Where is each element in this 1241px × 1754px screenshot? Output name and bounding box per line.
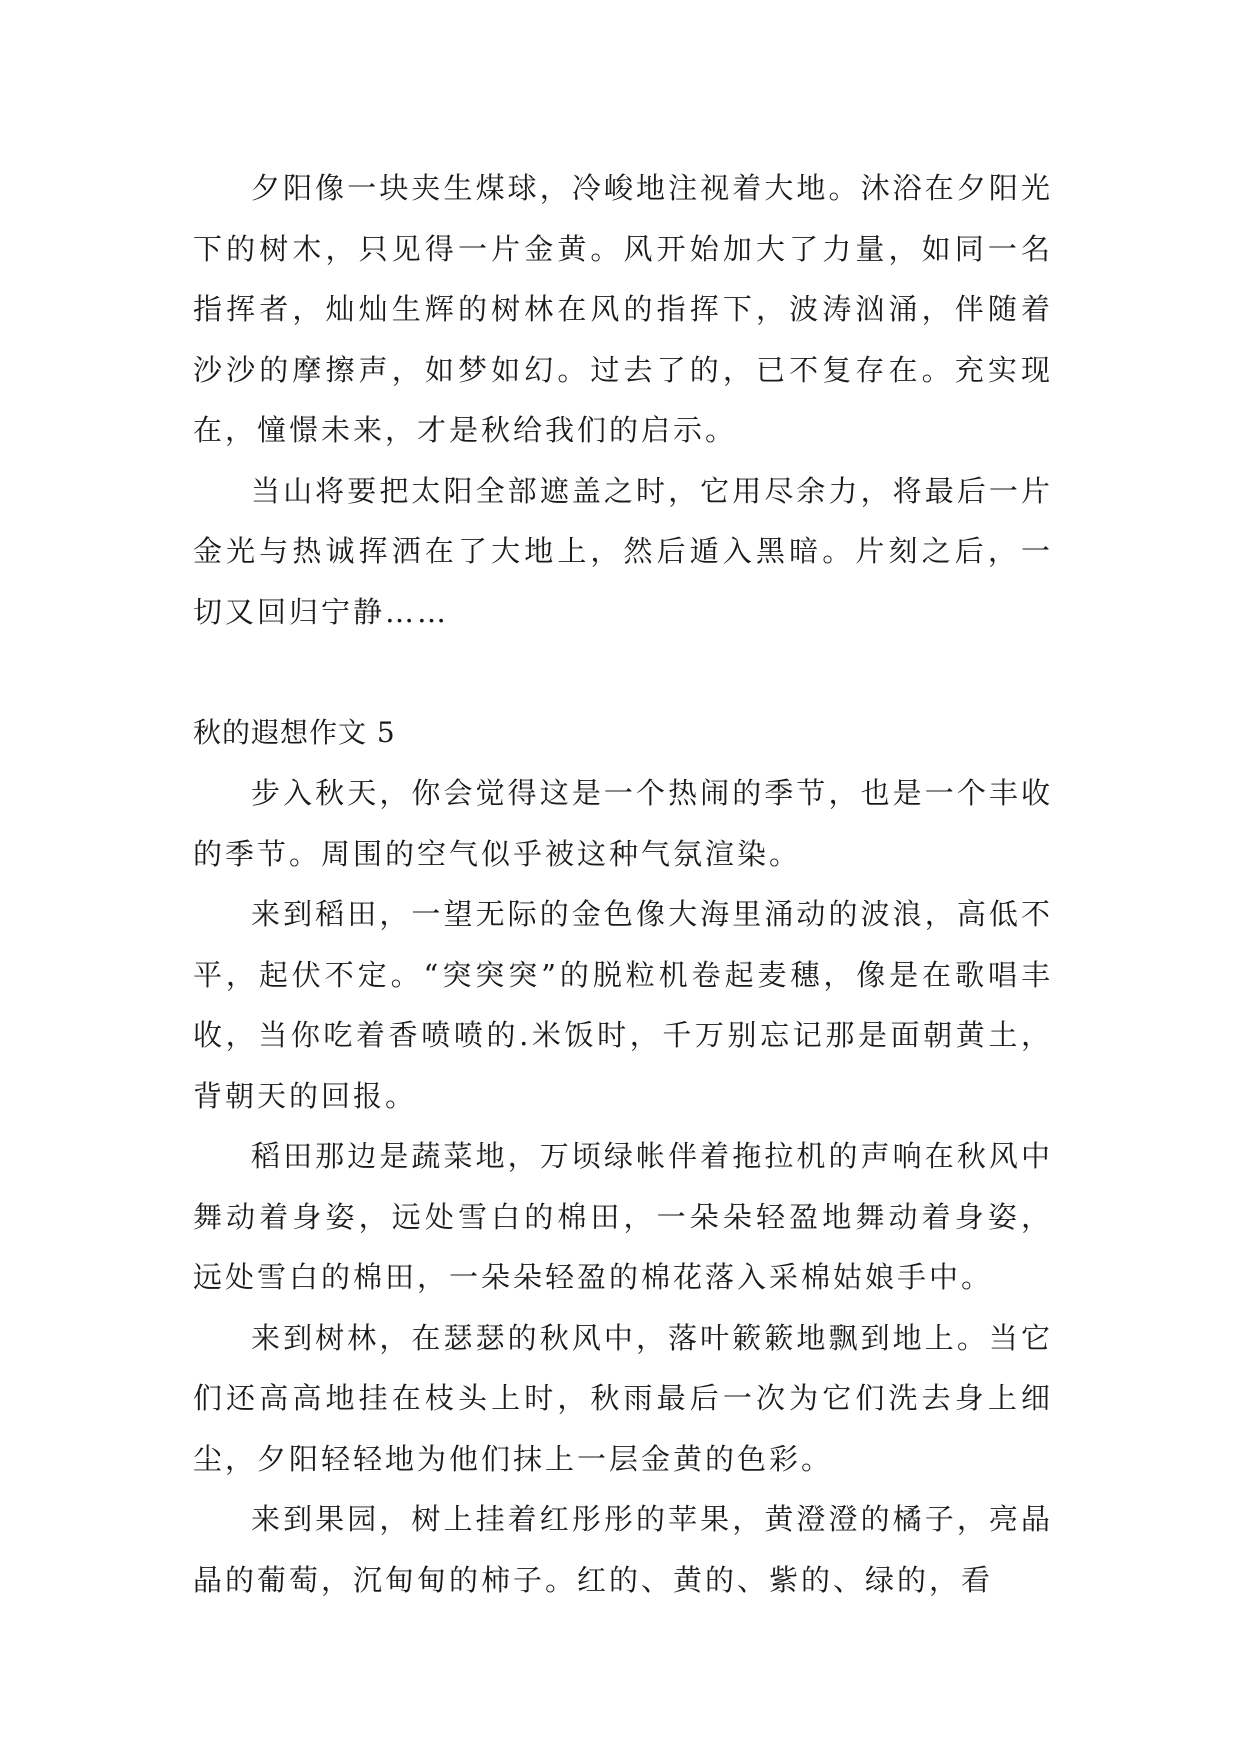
paragraph: 当山将要把太阳全部遮盖之时，它用尽余力，将最后一片金光与热诚挥洒在了大地上，然后遁入黑暗。片刻之后，一切又回归宁静…… (193, 473, 1053, 629)
paragraph: 夕阳像一块夹生煤球，冷峻地注视着大地。沐浴在夕阳光下的树木，只见得一片金黄。风开始加大了力量，如同一名指挥者，灿灿生辉的树林在风的指挥下，波涛汹涌，伴随着沙沙的摩擦声，如梦如幻。过去了的，已不复存在。充实现在，憧憬未来，才是秋给我们的启示。 (193, 171, 1053, 447)
paragraph: 来到稻田，一望无际的金色像大海里涌动的波浪，高低不平，起伏不定。“突突突”的脱粒机卷起麦穗，像是在歌唱丰收，当你吃着香喷喷的.米饭时，千万别忘记那是面朝黄土，背朝天的回报。 (193, 897, 1053, 1113)
document-page (193, 158, 1053, 1610)
paragraph: 来到果园，树上挂着红彤彤的苹果，黄澄澄的橘子，亮晶晶的葡萄，沉甸甸的柿子。红的、黄的、紫的、绿的，看 (193, 1502, 1053, 1597)
section-spacer (193, 642, 1053, 703)
paragraph: 步入秋天，你会觉得这是一个热闹的季节，也是一个丰收的季节。周围的空气似乎被这种气氛渲染。 (193, 776, 1053, 871)
paragraph: 稻田那边是蔬菜地，万顷绿帐伴着拖拉机的声响在秋风中舞动着身姿，远处雪白的棉田，一朵朵轻盈地舞动着身姿，远处雪白的棉田，一朵朵轻盈的棉花落入采棉姑娘手中。 (193, 1139, 1053, 1294)
paragraph: 来到树林，在瑟瑟的秋风中，落叶簌簌地飘到地上。当它们还高高地挂在枝头上时，秋雨最后一次为它们洗去身上细尘，夕阳轻轻地为他们抹上一层金黄的色彩。 (193, 1320, 1053, 1476)
section-title: 秋的遐想作文 5 (193, 715, 396, 749)
